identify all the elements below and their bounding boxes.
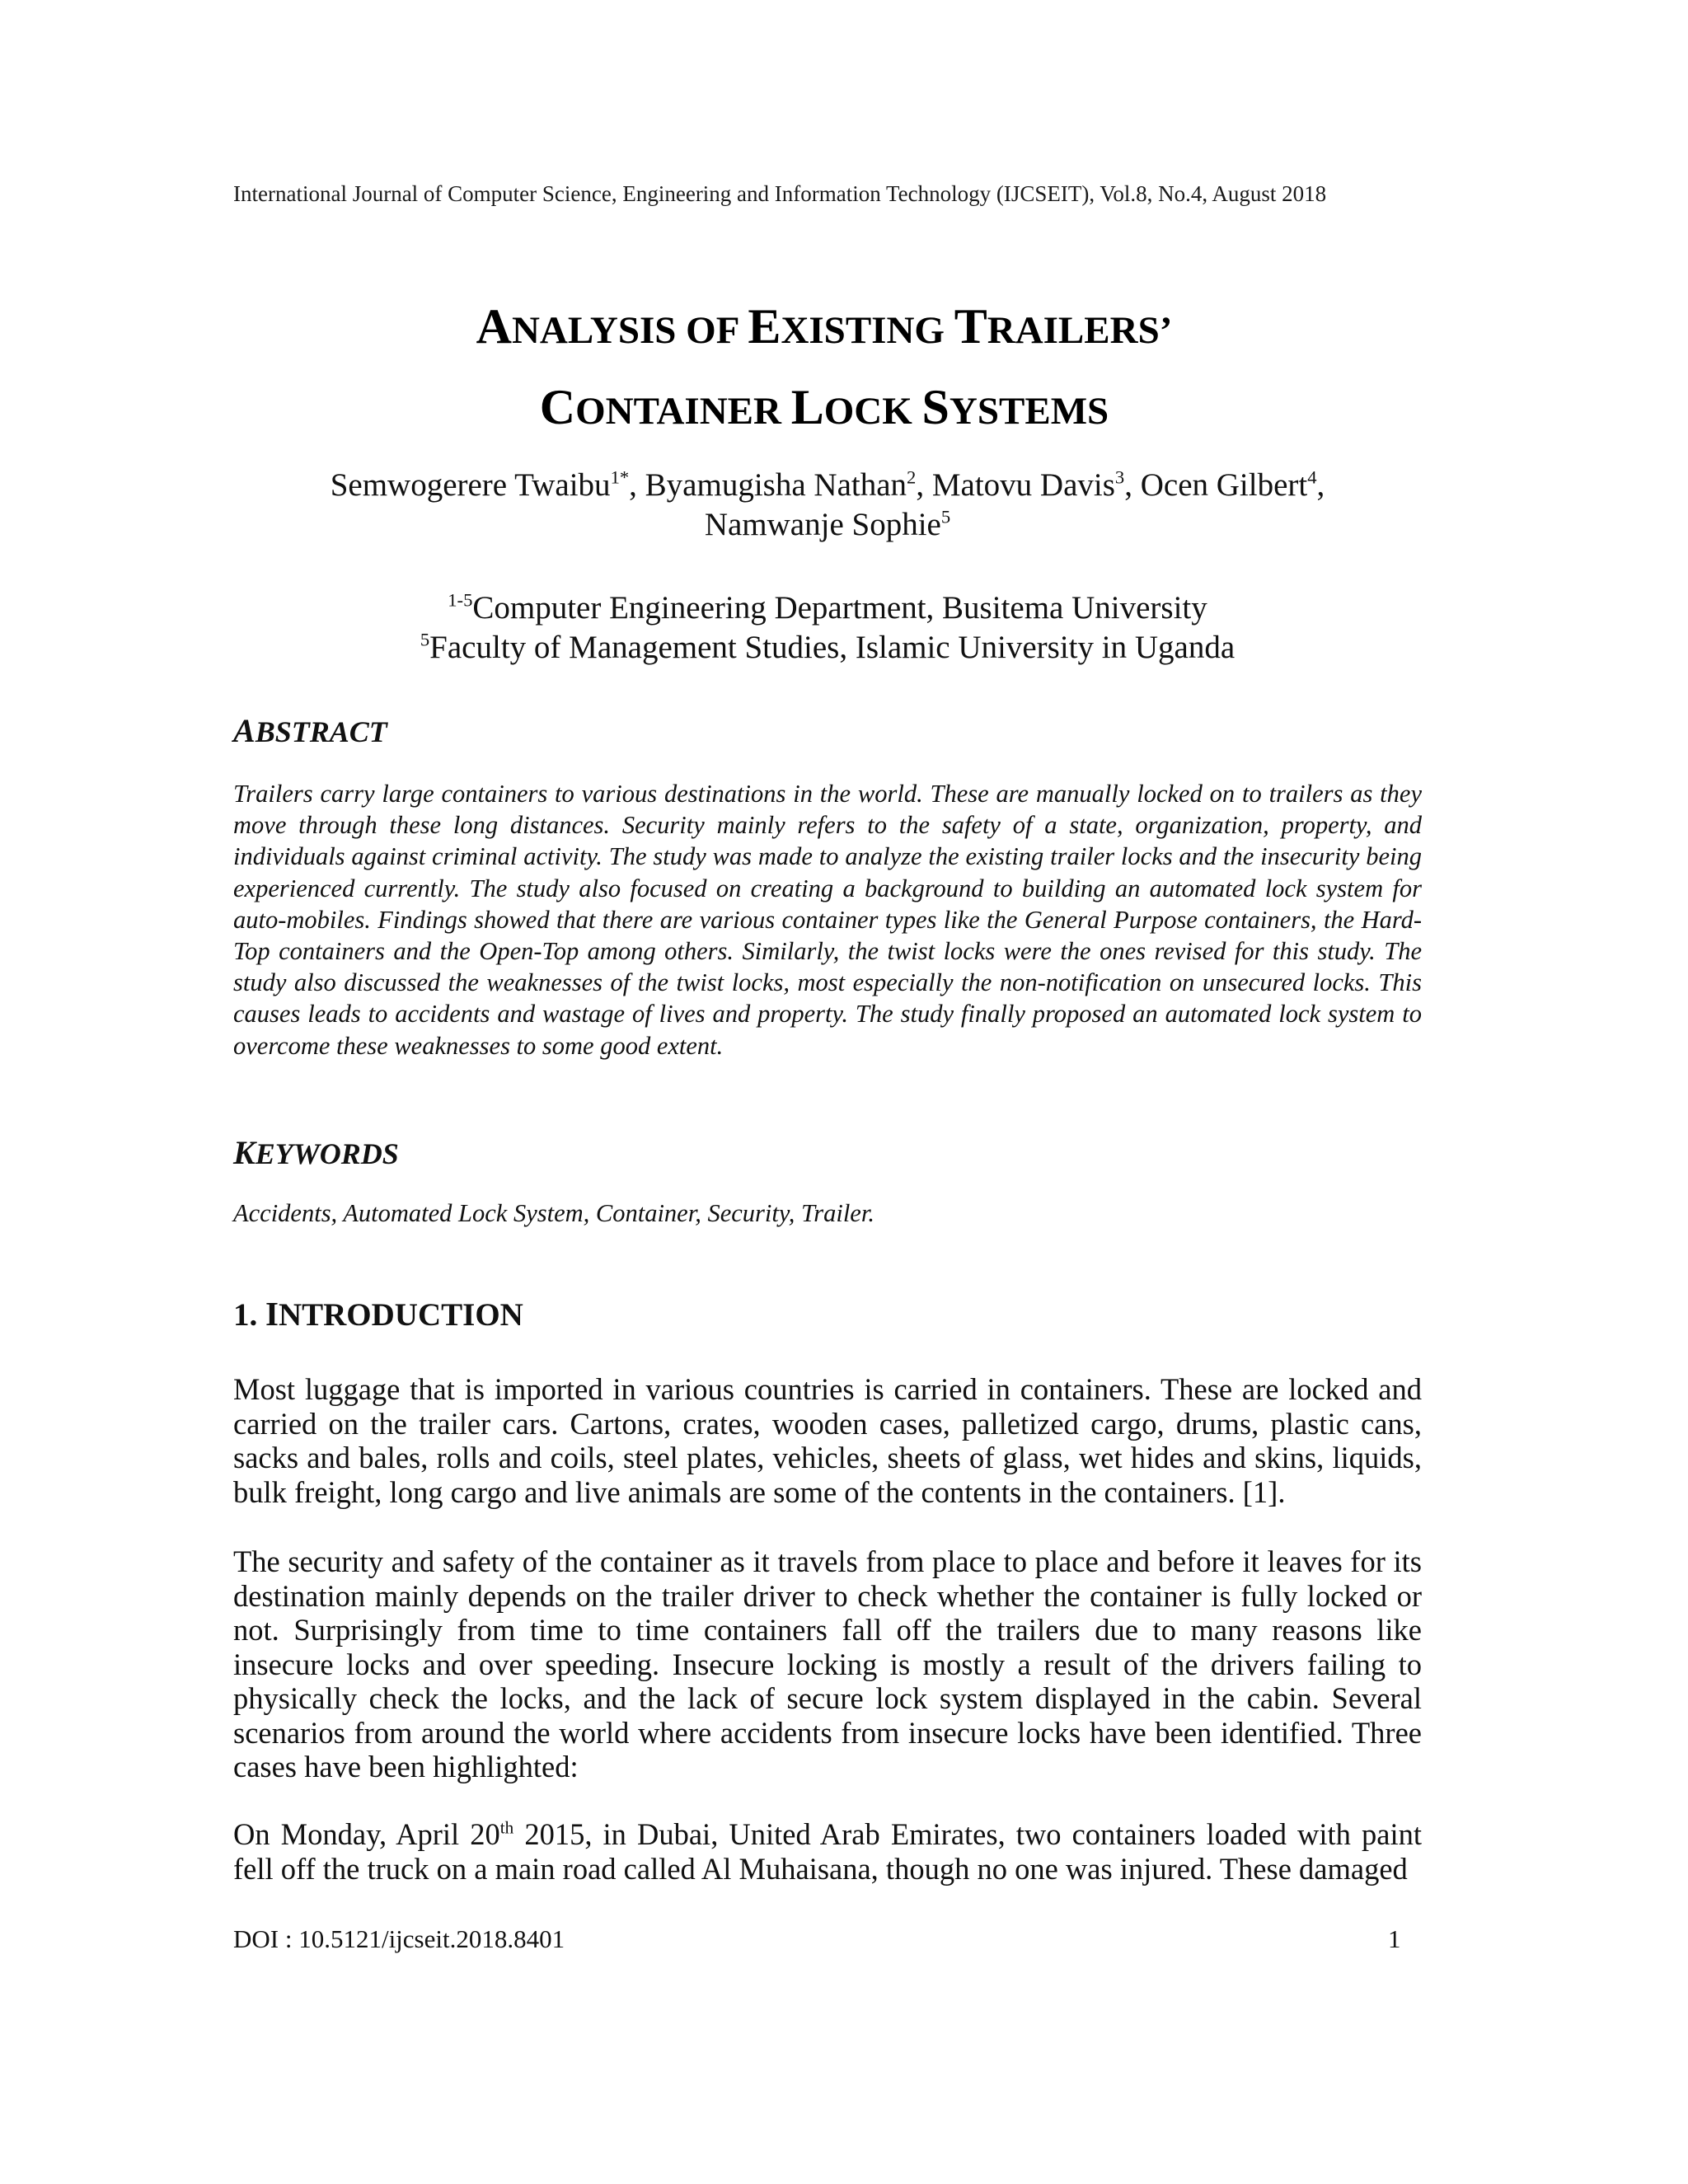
intro-paragraph-3: On Monday, April 20th 2015, in Dubai, United Arab Emirates, two containers loaded with paint fell off the truck on a main road called Al Muhaisana, though no one was injured. These damaged — [233, 1817, 1422, 1886]
title-word: SYSTEMS — [921, 380, 1109, 434]
title-word: ANALYSIS OF — [476, 299, 748, 354]
title-word: EXISTING — [748, 299, 954, 354]
abstract-heading: ABSTRACT — [233, 712, 387, 749]
title-word: CONTAINER — [539, 380, 791, 434]
page-number: 1 — [1388, 1924, 1401, 1953]
doi-footer: DOI : 10.5121/ijcseit.2018.8401 — [233, 1924, 565, 1953]
author: Namwanje Sophie$^5$ — [704, 506, 951, 542]
abstract-text: Trailers carry large containers to various destinations in the world. These are manually locked on to trailers as they move through these long distances. Security mainly refers to the safety of a state, organization, property, and individuals against criminal activity. The study was made to analyze the existing trailer locks and the insecurity being experienced currently. The study also focused on creating a background to building an automated lock system for auto-mobiles. Findings showed that there are various container types like the General Purpose containers, the Hard-Top containers and the Open-Top among others. Similarly, the twist locks were the ones revised for this study. The study also discussed the weaknesses of the twist locks, most especially the non-notification on unsecured locks. This causes leads to accidents and wastage of lives and property. The study finally proposed an automated lock system to overcome these weaknesses to some good extent. — [233, 780, 1422, 1060]
title-word: LOCK — [790, 380, 922, 434]
author: Semwogerere Twaibu$^{1*}$, — [330, 466, 645, 503]
journal-header: International Journal of Computer Science, Engineering and Information Technology (IJCSEIT), Vol.8, No.4, August 2018 — [233, 181, 1327, 206]
author: Byamugisha Nathan$^2$, — [645, 466, 932, 503]
title-word: TRAILERS’ — [954, 299, 1173, 354]
paper-title — [330, 293, 1319, 454]
keywords-heading: KEYWORDS — [233, 1134, 399, 1171]
introduction-heading: 1. INTRODUCTION — [233, 1295, 523, 1333]
affiliation: $^{1-5}$Computer Engineering Department, Busitema University — [448, 589, 1207, 626]
title-line-2 — [330, 373, 1319, 454]
intro-paragraph-2: The security and safety of the container as it travels from place to place and before it leaves for its destination mainly depends on the trailer driver to check whether the container is fully locked or not. Surprisingly from time to time containers fall off the trailers due to many reasons like insecure locks and over speeding. Insecure locking is mostly a result of the drivers failing to physically check the locks, and the lack of secure lock system displayed in the cabin. Several scenarios from around the world where accidents from insecure locks have been identified. Three cases have been highlighted: — [233, 1544, 1422, 1783]
affiliation: $^5$Faculty of Management Studies, Islamic University in Uganda — [420, 629, 1236, 665]
keywords-text: Accidents, Automated Lock System, Container, Security, Trailer. — [233, 1199, 874, 1227]
intro-paragraph-1: Most luggage that is imported in various countries is carried in containers. These are locked and carried on the trailer cars. Cartons, crates, wooden cases, palletized cargo, drums, plastic cans, sacks and bales, rolls and coils, steel plates, vehicles, sheets of glass, wet hides and skins, liquids, bulk freight, long cargo and live animals are some of the contents in the containers. [1]. — [233, 1372, 1422, 1509]
author: Ocen Gilbert$^4$, — [1140, 466, 1325, 503]
affiliation-list — [233, 588, 1422, 668]
author-list — [233, 466, 1422, 545]
title-line-1 — [330, 293, 1319, 373]
author: Matovu Davis$^3$, — [931, 466, 1141, 503]
